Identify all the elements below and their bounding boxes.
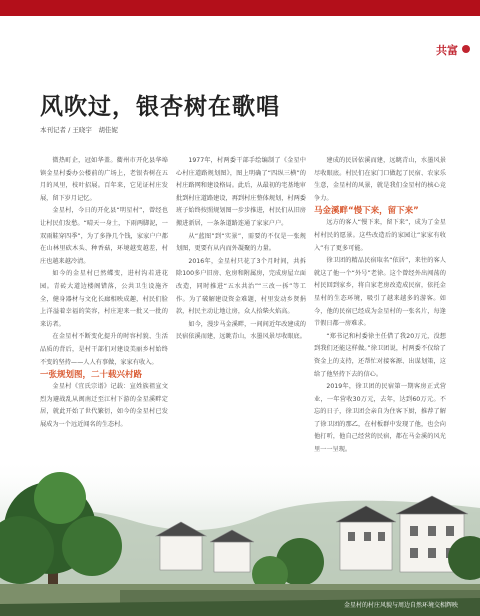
paragraph: “郑书记和村委徐主任借了我20万元，没想到我们还能这样做。”徐卫团说，村两委不仅给了资金上的支持，还帮忙对接客源、出谋划策，这给了他坚持下去的信心。: [314, 332, 446, 378]
subheading: 马金溪畔“慢下来，留下来”: [314, 206, 419, 217]
article-column-1: [40, 155, 168, 431]
paragraph: 远方的客人“慢下来，留下来”，成为了金星村村民的愿景。这些改造后的家园让“家家有收入”有了更多可能。: [314, 219, 446, 252]
section-label: 共富: [436, 44, 458, 57]
paragraph: 2016年，金星村只花了3个月时间，共拆除100多户旧房、危房和附属房，完成房屋立面改造，同时推进“五水共治”“三改一拆”等工作。为了破解建设资金难题，村里发动乡贤捐款，村民主动让地让房，众人拾柴火焰高。: [176, 257, 306, 316]
article-title: 风吹过，银杏树在歌唱: [40, 94, 280, 120]
top-color-bar: [0, 0, 480, 16]
village-photo-illustration: [0, 458, 480, 616]
paragraph: 微热町企，冠如华盖。衢州市开化县华埠镇金星村委办公楼前的广场上，老银杏树在五月的风里，枝叶招展。百年来，它见证村庄发展，留下岁月记忆。: [40, 157, 168, 202]
paragraph: 建成的民居依溪而建，远眺青山，水墨风景尽收眼底。村民们在家门口做起了民宿、农家乐生意，金星村的风景，就是我们金星村的核心竞争力。: [314, 157, 446, 202]
paragraph: 在金星村不断变化提升的时容村貌、生活品质的背后，是村干部们对建设美丽乡村始终不变的坚持——人人有事做，家家有收入。: [40, 333, 168, 366]
section-dot-icon: [462, 45, 470, 53]
paragraph: 从“蓝图”到“实景”，需要的不仅是一张规划图，更要有从内而外凝聚的力量。: [176, 232, 306, 253]
paragraph: 如今，漫步马金溪畔，一间间近年改建成的民宿依溪而建，远眺青山，水墨风景尽收眼底。: [176, 320, 306, 341]
paragraph: 金星村《宜氏宗谱》记载：宣姓族祖宣文烈为避战乱从闽南迁至江村下游的金星溪畔定居，就此开始了世代繁衍，如今的金星村已发展成为一个远近闻名的生态村。: [40, 383, 168, 428]
paragraph: 1977年，村两委干部手绘编制了《金星中心村庄道路规划图》，图上明确了“四纵三横”的村庄路网和建设格局。此后，从最初的宅基地审批到村庄道路建设，再到村庄整体规划，村两委班子始终按照规划图一步步推进，村民们从旧房搬进新居，一条条道路连通了家家户户。: [176, 157, 306, 227]
paragraph: 如今的金星村已然蝶变，进村沟若进花园。青砖大道边楼阁错落，公共卫生设施齐全，健身器材与文化长廊相映成趣，村民们脸上洋溢着幸福的笑容，村庄迎来一批又一批的来访者。: [40, 270, 168, 328]
paragraph: 金星村，今日的开化县“明星村”，曾经也让村民们发愁。“晴天一身土，下雨两脚泥，一双雨鞋穿四季”，为了多挣几个钱，家家户户都在山林里砍木头、种香菇，环境越变越差，村庄也越来越冷清。: [40, 207, 168, 265]
article-byline: 本刊记者 / 王晓宇 胡佳妮: [40, 126, 118, 134]
subheading: 一张规划图，二十载兴村路: [40, 370, 143, 381]
paragraph: 徐卫团的精品民宿取名“依居”，来往的客人就这了他一个“外号”老徐。这个曾经外出闯荡的村民回到家乡，将自家老房改造成民宿，依托金星村的生态环境，吸引了越来越多的游客。如今，他的民宿已经成为金星村的一张名片，每逢节假日都一房难求。: [314, 257, 446, 328]
photo-caption: 金星村的村庄风貌与周边自然环境交相辉映: [343, 602, 458, 609]
article-column-2: [176, 155, 306, 344]
article-column-3: [314, 155, 446, 457]
paragraph: 2019年，徐卫团的民宿第一期客房正式营业，一年营收30万元，去年，达到60万元。不忘的日子，徐卫团会亲自为住客下厨，推荐了解了徐卫团的那乙，在村板群中发现了他，也会向他打听，他自己经营的民宿，都在马金溪的风光里一一呈现。: [314, 383, 446, 454]
village-photo: [0, 458, 480, 616]
